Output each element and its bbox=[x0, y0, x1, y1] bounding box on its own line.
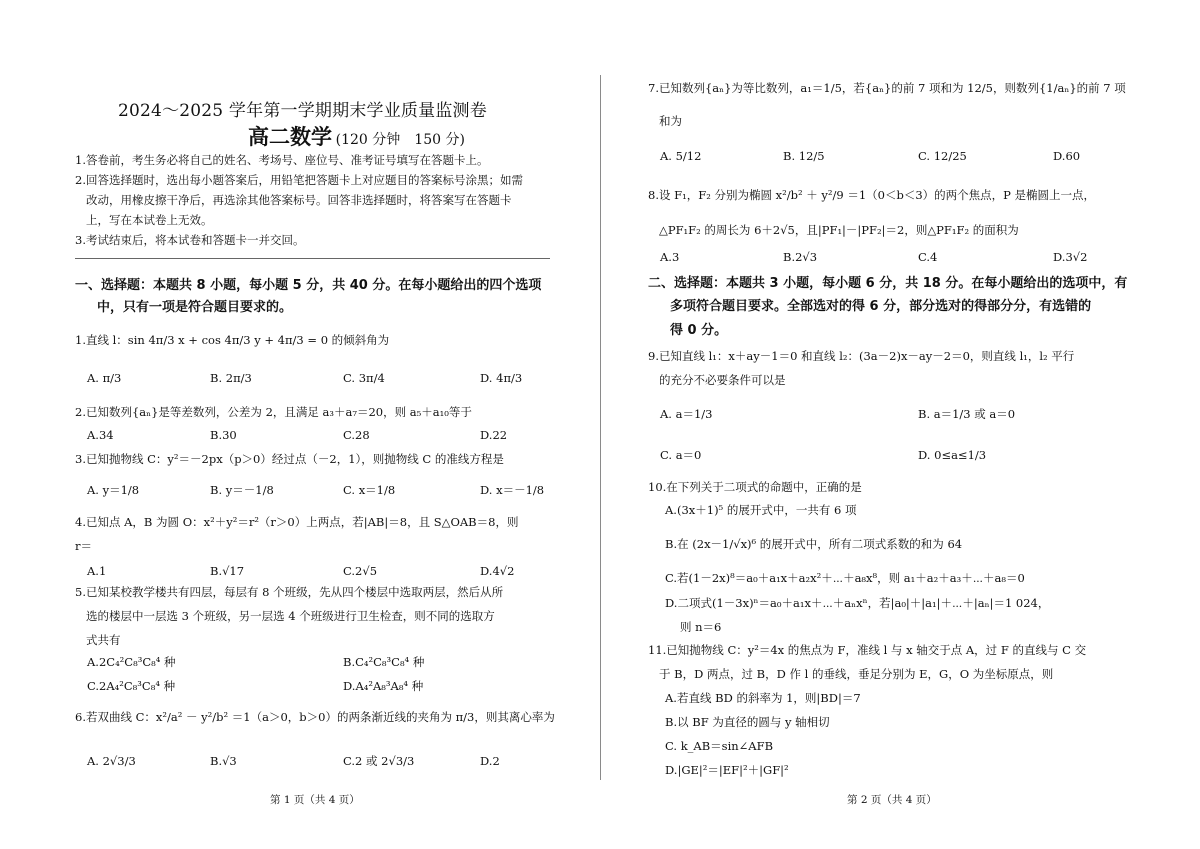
q9-option-c: C. a＝0 bbox=[660, 448, 702, 462]
question-11: 11.已知抛物线 C：y²＝4x 的焦点为 F，准线 l 与 x 轴交于点 A，过 F 的直线与 C 交 bbox=[648, 643, 1087, 657]
q4-option-b: B.√17 bbox=[210, 564, 245, 578]
section1-heading-cont: 中，只有一项是符合题目要求的。 bbox=[97, 300, 293, 315]
q6-option-d: D.2 bbox=[480, 754, 500, 768]
q1-option-d: D. 4π/3 bbox=[480, 371, 523, 385]
section2-heading-cont2: 得 0 分。 bbox=[670, 323, 728, 338]
question-11-cont: 于 B，D 两点，过 B，D 作 l 的垂线，垂足分别为 E，G，O 为坐标原点，则 bbox=[659, 667, 1054, 681]
question-2: 2.已知数列{aₙ}是等差数列，公差为 2，且满足 a₃＋a₇＝20，则 a₅＋a₁₀等于 bbox=[75, 405, 472, 419]
question-7-cont: 和为 bbox=[659, 114, 682, 128]
q9-option-b: B. a＝1/3 或 a＝0 bbox=[918, 407, 1016, 421]
q6-option-c: C.2 或 2√3/3 bbox=[343, 754, 415, 768]
q9-option-d: D. 0≤a≤1/3 bbox=[918, 448, 987, 462]
q6-option-a: A. 2√3/3 bbox=[87, 754, 136, 768]
q11-option-d: D.|GE|²＝|EF|²＋|GF|² bbox=[665, 763, 789, 777]
q7-option-c: C. 12/25 bbox=[918, 149, 967, 163]
section2-heading: 二、选择题：本题共 3 小题，每小题 6 分，共 18 分。在每小题给出的选项中，有 bbox=[648, 276, 1128, 291]
q10-option-c: C.若(1－2x)⁸＝a₀＋a₁x＋a₂x²＋⋯＋a₈x⁸，则 a₁＋a₂＋a₃＋⋯＋a₈＝0 bbox=[665, 571, 1025, 585]
instruction-1: 1.答卷前，考生务必将自己的姓名、考场号、座位号、准考证号填写在答题卡上。 bbox=[75, 153, 489, 167]
q8-option-d: D.3√2 bbox=[1053, 250, 1088, 264]
q8-option-a: A.3 bbox=[660, 250, 680, 264]
question-4-cont: r＝ bbox=[75, 539, 92, 553]
question-8: 8.设 F₁，F₂ 分别为椭圆 x²/b² ＋ y²/9 ＝1（0＜b＜3）的两个焦点，P 是椭圆上一点， bbox=[648, 188, 1096, 202]
q7-option-d: D.60 bbox=[1053, 149, 1081, 163]
question-5-cont2: 式共有 bbox=[86, 633, 121, 647]
q5-option-a: A.2C₄²C₈³C₈⁴ 种 bbox=[87, 655, 176, 669]
question-4: 4.已知点 A，B 为圆 O：x²＋y²＝r²（r＞0）上两点，若|AB|＝8，且 S△OAB＝8，则 bbox=[75, 515, 519, 529]
q3-option-b: B. y＝－1/8 bbox=[210, 483, 274, 497]
page-number-left: 第 1 页（共 4 页） bbox=[270, 794, 360, 806]
question-10: 10.在下列关于二项式的命题中，正确的是 bbox=[648, 480, 862, 494]
q5-option-c: C.2A₄²C₈³C₈⁴ 种 bbox=[87, 679, 176, 693]
instruction-3: 3.考试结束后，将本试卷和答题卡一并交回。 bbox=[75, 233, 305, 247]
q6-option-b: B.√3 bbox=[210, 754, 237, 768]
question-9-cont: 的充分不必要条件可以是 bbox=[659, 373, 786, 387]
subject-title: 高二数学 bbox=[248, 125, 332, 149]
q11-option-c: C. k_AB＝sin∠AFB bbox=[665, 739, 774, 753]
question-7: 7.已知数列{aₙ}为等比数列，a₁＝1/5，若{aₙ}的前 7 项和为 12/5，则数列{1/aₙ}的前 7 项 bbox=[648, 81, 1126, 95]
instruction-2-cont2: 上，写在本试卷上无效。 bbox=[86, 213, 213, 227]
q1-option-b: B. 2π/3 bbox=[210, 371, 252, 385]
instruction-2: 2.回答选择题时，选出每小题答案后，用铅笔把答题卡上对应题目的答案标号涂黑；如需 bbox=[75, 173, 523, 187]
q2-option-a: A.34 bbox=[87, 428, 114, 442]
question-5: 5.已知某校教学楼共有四层，每层有 8 个班级，先从四个楼层中选取两层，然后从所 bbox=[75, 585, 504, 599]
q10-option-d-cont: 则 n＝6 bbox=[680, 620, 722, 634]
page-number-right: 第 2 页（共 4 页） bbox=[847, 794, 937, 806]
question-9: 9.已知直线 l₁：x＋ay－1＝0 和直线 l₂：(3a－2)x－ay－2＝0，则直线 l₁，l₂ 平行 bbox=[648, 349, 1075, 363]
header-divider bbox=[75, 258, 550, 259]
right-page bbox=[600, 0, 1200, 849]
question-5-cont: 选的楼层中一层选 3 个班级，另一层选 4 个班级进行卫生检查，则不同的选取方 bbox=[86, 609, 495, 623]
section1-heading: 一、选择题：本题共 8 小题，每小题 5 分，共 40 分。在每小题给出的四个选项 bbox=[75, 278, 542, 293]
q4-option-a: A.1 bbox=[87, 564, 107, 578]
q3-option-a: A. y＝1/8 bbox=[87, 483, 140, 497]
exam-duration-score: (120 分钟 150 分) bbox=[335, 132, 465, 148]
q3-option-d: D. x＝－1/8 bbox=[480, 483, 545, 497]
q9-option-a: A. a＝1/3 bbox=[660, 407, 713, 421]
question-6: 6.若双曲线 C：x²/a² － y²/b² ＝1（a＞0，b＞0）的两条渐近线的夹角为 π/3，则其离心率为 bbox=[75, 710, 555, 724]
question-3: 3.已知抛物线 C：y²＝－2px（p＞0）经过点（－2，1），则抛物线 C 的准线方程是 bbox=[75, 452, 504, 466]
q8-option-c: C.4 bbox=[918, 250, 938, 264]
q2-option-b: B.30 bbox=[210, 428, 237, 442]
section2-heading-cont: 多项符合题目要求。全部选对的得 6 分，部分选对的得部分分，有选错的 bbox=[670, 299, 1092, 314]
q5-option-b: B.C₄²C₈³C₈⁴ 种 bbox=[343, 655, 425, 669]
q4-option-d: D.4√2 bbox=[480, 564, 515, 578]
q2-option-c: C.28 bbox=[343, 428, 370, 442]
exam-title: 2024～2025 学年第一学期期末学业质量监测卷 bbox=[118, 101, 487, 121]
q1-option-a: A. π/3 bbox=[87, 371, 122, 385]
question-8-cont: △PF₁F₂ 的周长为 6＋2√5，且|PF₁|－|PF₂|＝2，则△PF₁F₂ 的面积为 bbox=[659, 223, 1019, 237]
q7-option-a: A. 5/12 bbox=[660, 149, 702, 163]
q7-option-b: B. 12/5 bbox=[783, 149, 825, 163]
q4-option-c: C.2√5 bbox=[343, 564, 378, 578]
question-1: 1.直线 l：sin 4π/3 x + cos 4π/3 y + 4π/3 = 0 的倾斜角为 bbox=[75, 333, 390, 347]
q5-option-d: D.A₄²A₈³A₈⁴ 种 bbox=[343, 679, 424, 693]
q3-option-c: C. x＝1/8 bbox=[343, 483, 396, 497]
instruction-2-cont: 改动，用橡皮擦干净后，再选涂其他答案标号。回答非选择题时，将答案写在答题卡 bbox=[86, 193, 512, 207]
q10-option-d: D.二项式(1－3x)ⁿ＝a₀＋a₁x＋⋯＋aₙxⁿ，若|a₀|＋|a₁|＋⋯＋|aₙ|＝1 024， bbox=[665, 596, 1050, 610]
q1-option-c: C. 3π/4 bbox=[343, 371, 385, 385]
q8-option-b: B.2√3 bbox=[783, 250, 818, 264]
q10-option-a: A.(3x＋1)⁵ 的展开式中，一共有 6 项 bbox=[665, 503, 857, 517]
q11-option-a: A.若直线 BD 的斜率为 1，则|BD|＝7 bbox=[665, 691, 861, 705]
q10-option-b: B.在 (2x－1/√x)⁶ 的展开式中，所有二项式系数的和为 64 bbox=[665, 537, 963, 551]
subject-title-block bbox=[248, 125, 465, 152]
q11-option-b: B.以 BF 为直径的圆与 y 轴相切 bbox=[665, 715, 830, 729]
q2-option-d: D.22 bbox=[480, 428, 508, 442]
